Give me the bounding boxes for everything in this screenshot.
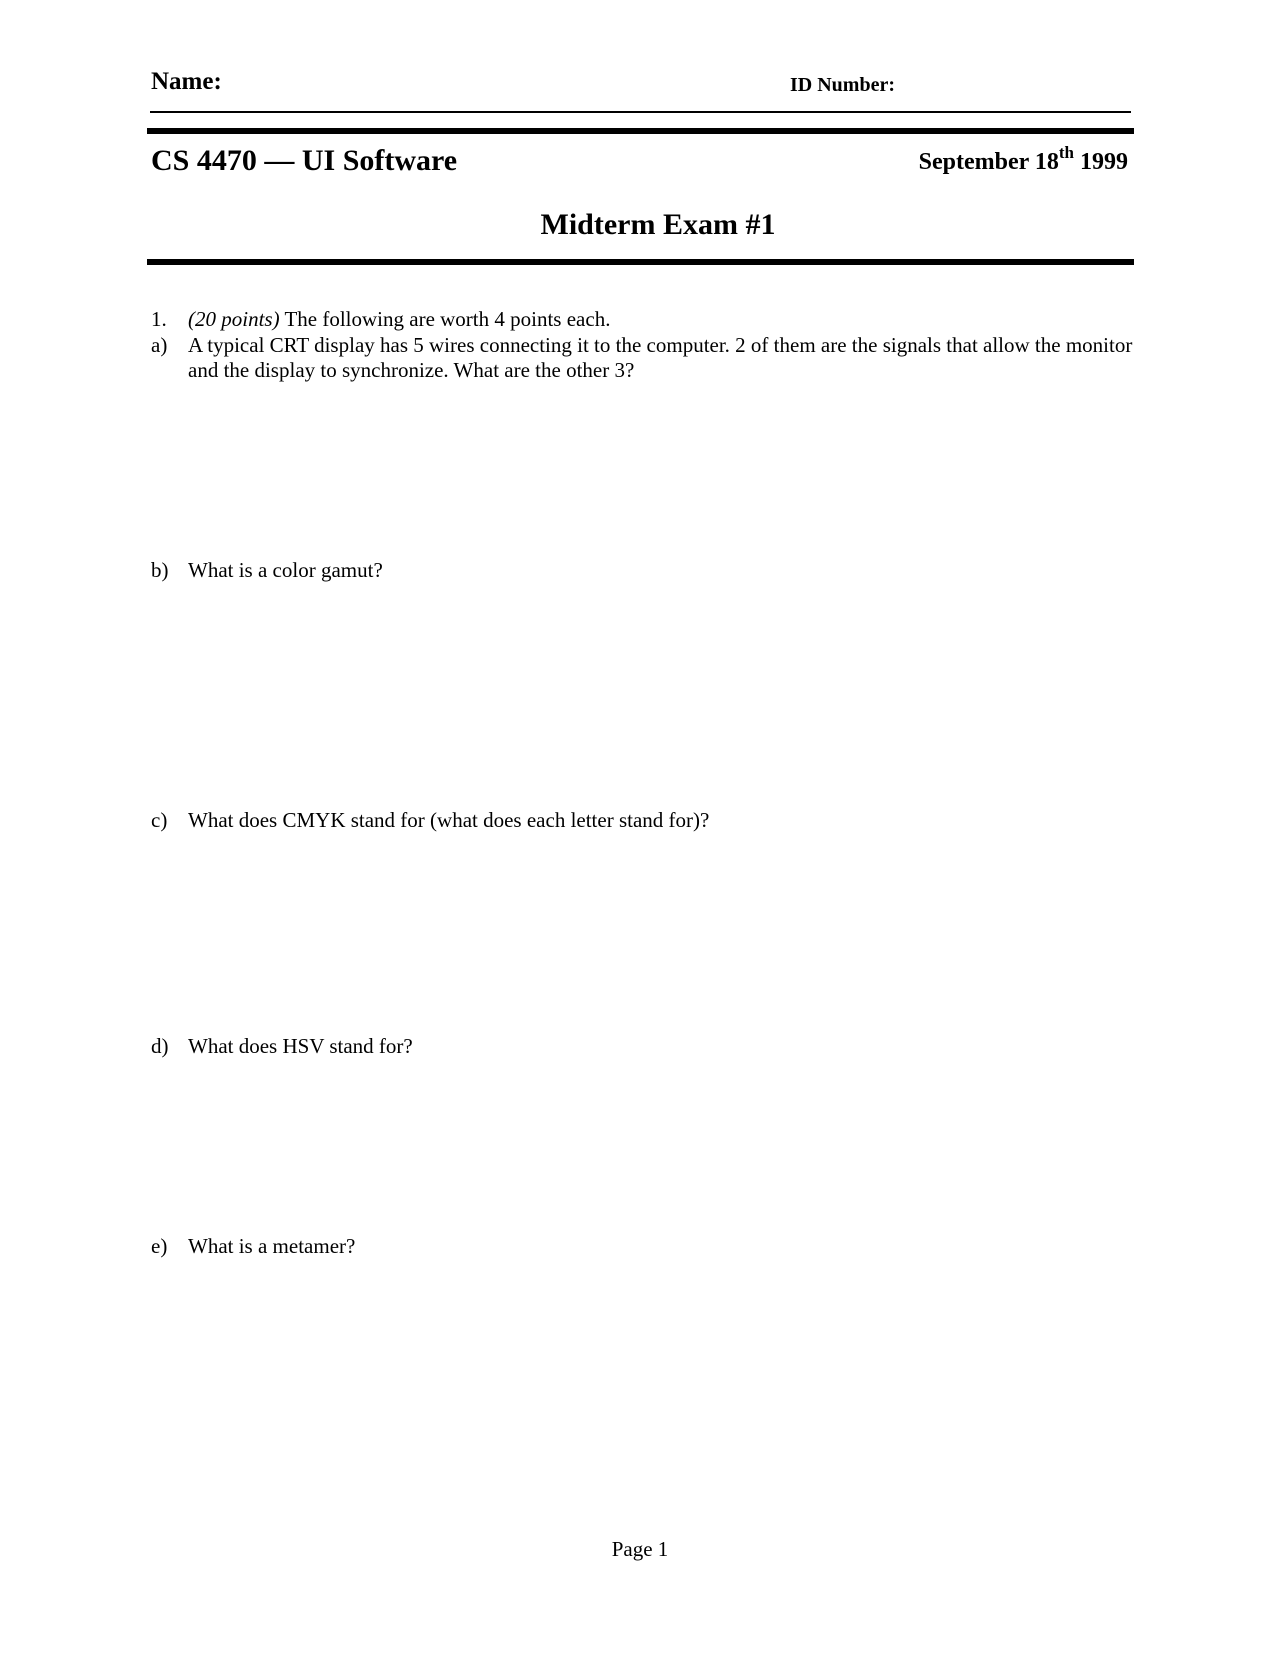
question-marker: b) <box>151 558 169 582</box>
question-text: What is a color gamut? <box>188 558 383 582</box>
question-marker: a) <box>151 333 168 357</box>
exam-date-day: September 18 <box>918 149 1059 175</box>
name-label: Name: <box>151 68 222 95</box>
question-text: What does HSV stand for? <box>188 1034 413 1058</box>
exam-title: Midterm Exam #1 <box>540 208 776 241</box>
question-marker: d) <box>151 1034 169 1058</box>
question-text: What does CMYK stand for (what does each letter stand for)? <box>188 808 710 832</box>
question-text: A typical CRT display has 5 wires connecting it to the computer. 2 of them are the signals that allow the monitor and the display to synchronize. What are the other 3? <box>188 333 1133 382</box>
id-number-label: ID Number: <box>790 74 895 96</box>
question-marker: 1. <box>151 307 167 331</box>
page-number: Page 1 <box>611 1537 669 1561</box>
question-text <box>188 307 1138 332</box>
exam-date <box>919 145 1128 176</box>
question-points: (20 points) <box>188 307 280 331</box>
header-rule-bottom <box>147 259 1134 265</box>
question-body: The following are worth 4 points each. <box>279 307 611 331</box>
question-text: What is a metamer? <box>188 1234 356 1258</box>
course-title: CS 4470 — UI Software <box>151 144 458 177</box>
header-rule-top <box>147 128 1134 134</box>
name-id-underline <box>150 111 1131 113</box>
exam-date-year: 1999 <box>1074 149 1128 175</box>
exam-date-ordinal: th <box>1058 143 1074 162</box>
question-marker: e) <box>151 1234 168 1258</box>
question-marker: c) <box>151 808 168 832</box>
